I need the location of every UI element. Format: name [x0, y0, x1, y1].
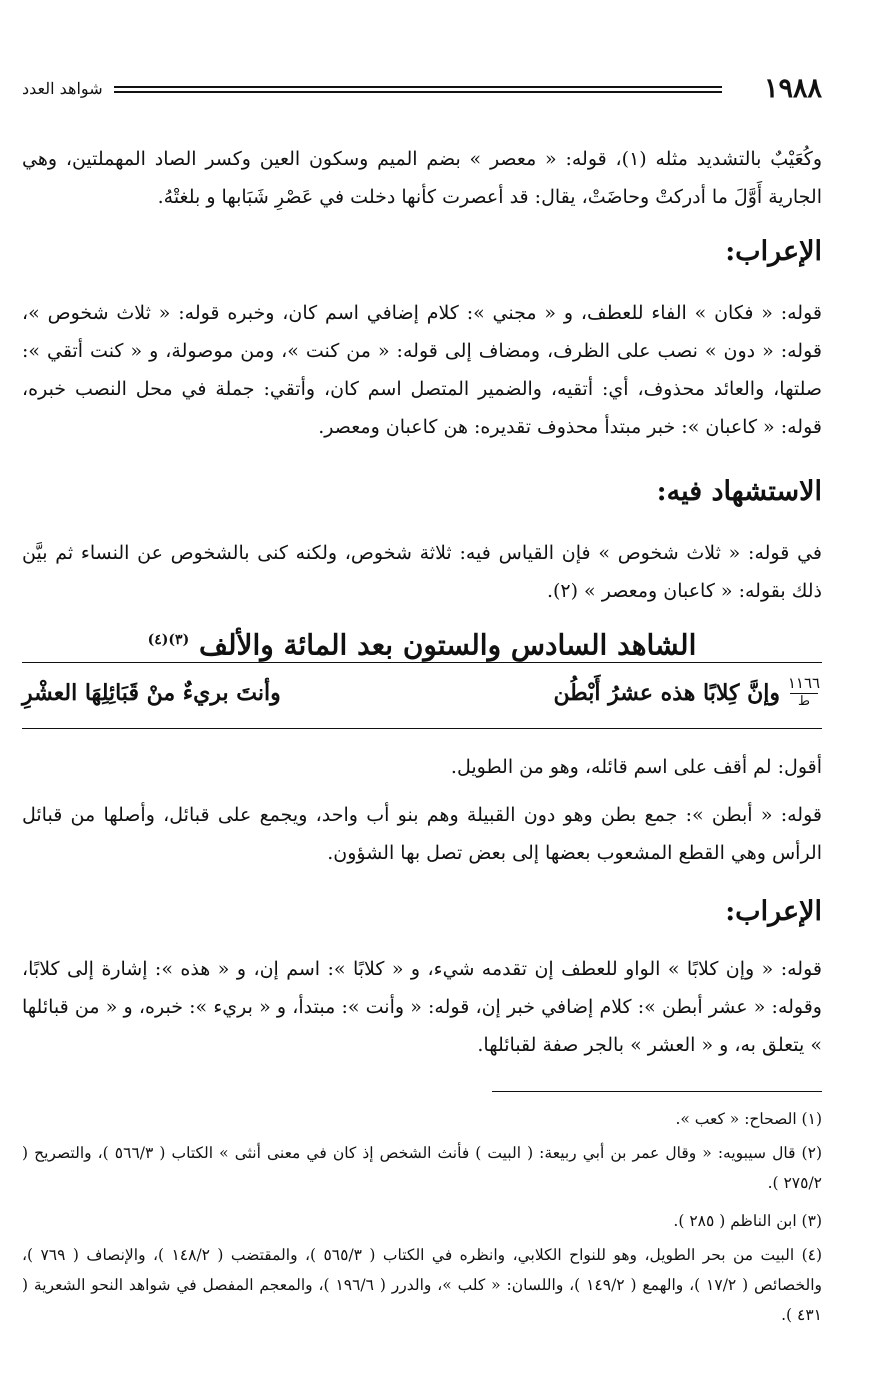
witness-title-text: الشاهد السادس والستون بعد المائة والألف: [198, 628, 697, 662]
page-header: [22, 72, 822, 106]
footnote-4: (٤) البيت من بحر الطويل، وهو للنواح الكلابي، وانظره في الكتاب ( ٥٦٥/٣ )، والمقتضب ( ١٤٨/٢ )، والإنصاف ( ٧٦٩ )، والخصائص ( ١٧/٢ )، والهمع ( ١٤٩/٢ )، واللسان: « كلب »، والدرر ( ١٩٦/٦ )، والمعجم المفصل في شواهد النحو الشعرية ( ٤٣١ ).: [22, 1246, 823, 1324]
footnote-1: (١) الصحاح: « كعب ».: [675, 1110, 822, 1128]
section-heading-irab-2: الإعراب:: [725, 896, 822, 927]
witness-title: [22, 620, 822, 665]
verse-hemistich-first: وإنَّ كِلابًا هذه عشرُ أَبْطُن: [553, 680, 780, 706]
verse-meter: ط: [797, 694, 811, 709]
verse-hemistich-second: وأنتَ بريءٌ منْ قَبَائِلِهَا العشْرِ: [22, 680, 281, 706]
author-note-paragraph: أقول: لم أقف على اسم قائله، وهو من الطويل.: [450, 756, 822, 778]
witness-title-note: (٣)(٤): [147, 632, 190, 648]
footnote-2: (٢) قال سيبويه: « وقال عمر بن أبي ربيعة: ( البيت ) فأنث الشخص إذ كان في معنى أنثى » الكتاب ( ٥٦٦/٣ )، والتصريح ( ٢٧٥/٢ ).: [22, 1144, 822, 1192]
page-number: ١٩٨٨: [763, 73, 822, 104]
verse-number-value: ١١٦٦: [787, 674, 821, 692]
section-heading-istishhad: الاستشهاد فيه:: [656, 476, 822, 507]
intro-paragraph: وكُعَيْبٌ بالتشديد مثله (١)، قوله: « معصر » بضم الميم وسكون العين وكسر الصاد المهملتين، وهي الجارية أَوَّلَ ما أدركتْ وحاضَتْ، يقال: قد أعصرت كأنها دخلت في عَصْرِ شَبَابها و بلغتْهُ.: [22, 148, 822, 208]
section-heading-irab: الإعراب:: [725, 236, 822, 267]
running-title: شواهد العدد: [22, 79, 103, 98]
istishhad-paragraph: في قوله: « ثلاث شخوص » فإن القياس فيه: ثلاثة شخوص، ولكنه كنى بالشخوص عن النساء ثم بيَّن ذلك بقوله: « كاعبان ومعصر » (٢).: [22, 542, 822, 602]
verse-rule-bottom: [22, 728, 822, 729]
verse-rule-top: [22, 662, 822, 663]
book-page: [22, 0, 822, 1386]
footnote-separator: [492, 1091, 822, 1092]
irab-paragraph: قوله: « فكان » الفاء للعطف، و « مجني »: كلام إضافي اسم كان، وخبره قوله: « ثلاث شخوص »، قوله: « دون » نصب على الظرف، ومضاف إلى قوله: « من كنت »، ومن موصولة، و « كنت أتقي »: صلتها، والعائد محذوف، أي: أتقيه، والضمير المتصل اسم كان، وأتقي: جملة في محل النصب خبره، قوله: « كاعبان »: خبر مبتدأ محذوف تقديره: هن كاعبان ومعصر.: [22, 302, 822, 438]
verse-number: [786, 674, 822, 709]
word-explanation-paragraph: قوله: « أبطن »: جمع بطن وهو دون القبيلة وهم بنو أب واحد، ويجمع على قبائل، وأصلها من قبائل الرأس وهي القطع المشعوب بعضها إلى بعض تصل بها الشؤون.: [22, 804, 822, 864]
irab-paragraph-2: قوله: « وإن كلابًا » الواو للعطف إن تقدمه شيء، و « كلابًا »: اسم إن، و « هذه »: إشارة إلى كلابًا، وقوله: « عشر أبطن »: كلام إضافي خبر إن، قوله: « وأنت »: مبتدأ، و « بريء »: خبره، و « من قبائلها » يتعلق به، و « العشر » بالجر صفة لقبائلها.: [22, 958, 822, 1056]
header-rule-bottom: [114, 91, 722, 93]
header-rule-top: [114, 86, 722, 88]
verse-box: [22, 662, 822, 730]
footnote-3: (٣) ابن الناظم ( ٢٨٥ ).: [673, 1212, 822, 1230]
